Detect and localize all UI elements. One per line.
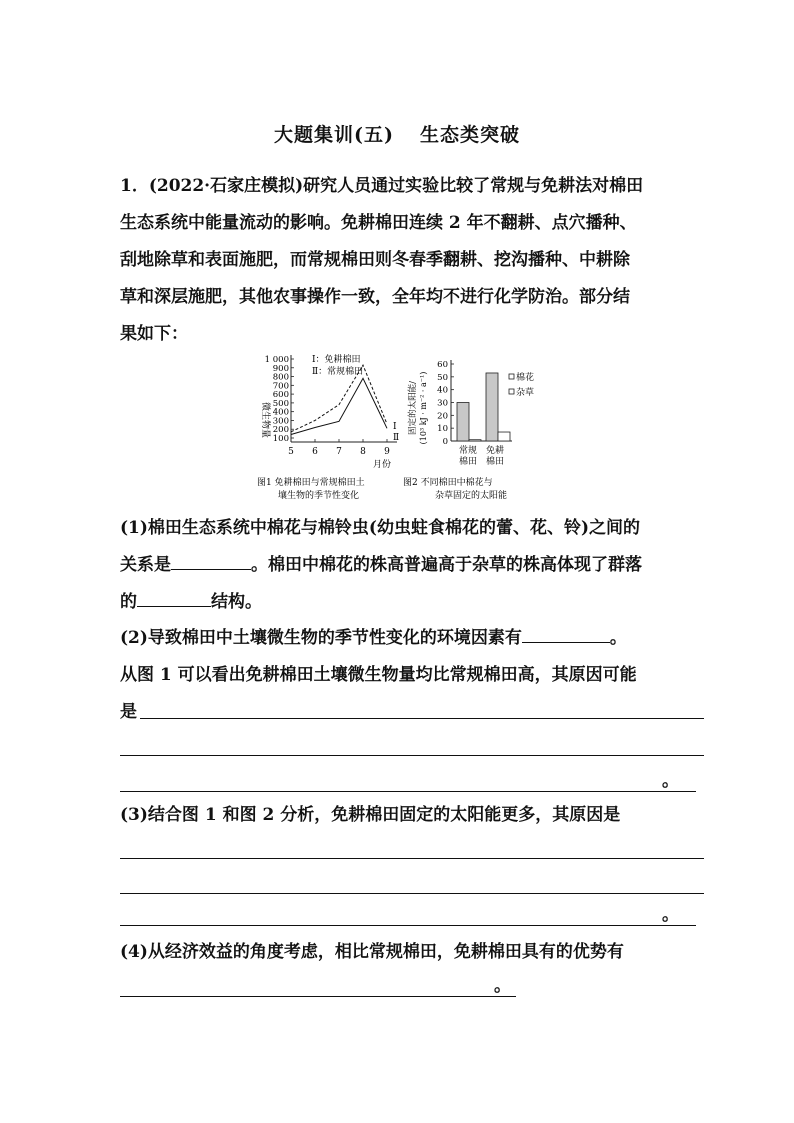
q4-end-period: 。: [494, 976, 511, 996]
fig1-legend-2: Ⅱ：常规棉田: [312, 367, 364, 377]
fig1-ytick-label: 400: [272, 407, 289, 418]
fig1-ytick-label: 600: [272, 390, 289, 401]
fig2-cat-2-line1: 免耕: [486, 446, 505, 456]
intro-line: 刮地除草和表面施肥，而常规棉田则冬春季翻耕、挖沟播种、中耕除: [120, 250, 630, 270]
fig1-ylabel: 微生物量: [260, 401, 270, 439]
intro-line: 草和深层施肥，其他农事操作一致，全年均不进行化学防治。部分结: [120, 287, 630, 307]
q3-answer-line-3[interactable]: [120, 907, 696, 926]
fig2-bar-1-2: [486, 373, 498, 441]
q1-line3-b: 结构。: [211, 592, 262, 612]
fig2-cat-1-line1: 常规: [459, 446, 478, 456]
q3-line1: (3)结合图 1 和图 2 分析，免耕棉田固定的太阳能更多，其原因是: [120, 805, 621, 825]
q3-answer-line-2[interactable]: [120, 875, 704, 894]
fig1-ytick-label: 900: [272, 363, 289, 374]
q2-answer-line-2[interactable]: [120, 737, 704, 756]
q4-answer-line-1[interactable]: [120, 978, 516, 997]
q3-answer-line-1[interactable]: [120, 840, 704, 859]
fig2-ytick-label: 10: [437, 424, 448, 435]
fig2-legend-swatch-1: [509, 374, 514, 379]
fig2-ytick-label: 20: [437, 411, 448, 422]
fig1-xtick-label: 9: [384, 447, 390, 457]
fig1-xlabel: 月份: [373, 460, 392, 470]
q2-answer-line-1[interactable]: [140, 700, 704, 719]
title-main: 大题集训(五): [274, 124, 394, 146]
q1-line1: (1)棉田生态系统中棉花与棉铃虫(幼虫蛀食棉花的蕾、花、铃)之间的: [120, 518, 641, 538]
q1-answer-blank-1[interactable]: [171, 551, 251, 570]
fig1-ytick-label: 100: [272, 434, 289, 444]
intro-line: 果如下：: [120, 324, 188, 344]
fig2-legend-swatch-2: [509, 389, 514, 394]
fig2-ytick-label: 30: [437, 398, 448, 409]
fig2-bar-1-1: [457, 403, 469, 442]
fig1-ytick-label: 500: [272, 398, 289, 409]
fig1-ytick-label: 800: [272, 372, 289, 383]
q1-line2: [120, 547, 682, 584]
fig1-end-label-2: Ⅱ: [393, 433, 400, 443]
fig2-ytick-label: 60: [437, 360, 448, 370]
question-1: [120, 510, 682, 621]
fig1-caption-2: 壤生物的季节性变化: [278, 491, 360, 501]
q1-line3: [120, 584, 682, 621]
q2-line1-b: 。: [609, 628, 627, 648]
fig2-bar-2-2: [498, 432, 510, 441]
question-intro: [120, 168, 682, 353]
q2-line2: 从图 1 可以看出免耕棉田土壤微生物量均比常规棉田高，其原因可能: [120, 665, 637, 685]
figure-area: [255, 350, 545, 505]
fig1-series-line-2: [291, 378, 387, 434]
q2-line1-a: (2)导致棉田中土壤微生物的季节性变化的环境因素有: [120, 628, 522, 648]
fig2-ytick-label: 0: [442, 437, 448, 447]
fig2-ytick-label: 40: [437, 385, 448, 396]
q1-line3-a: 的: [120, 592, 137, 612]
fig1-xtick-label: 5: [288, 447, 294, 457]
q2-line3: 是: [120, 702, 137, 722]
fig1-xtick-label: 6: [312, 447, 318, 457]
q1-line2-b: 。棉田中棉花的株高普遍高于杂草的株高体现了群落: [251, 555, 642, 575]
fig2-ylabel-2: (10³ kJ · m⁻² · a⁻¹): [419, 371, 428, 445]
fig2-cat-2-line2: 棉田: [486, 457, 505, 467]
question-3: [120, 797, 682, 834]
fig1-legend-1: Ⅰ：免耕棉田: [312, 355, 361, 365]
fig1-caption-1: 图1 免耕棉田与常规棉田土: [257, 478, 365, 488]
fig2-caption-1: 图2 不同棉田中棉花与: [403, 478, 493, 488]
figure2-chart: [403, 360, 534, 501]
q3-end-period: 。: [662, 905, 679, 925]
figures-svg: [255, 350, 545, 505]
question-4: [120, 934, 682, 971]
fig2-legend-1: 棉花: [516, 373, 535, 383]
fig2-ylabel-1: 固定的太阳能/: [408, 381, 418, 435]
intro-line: 生态系统中能量流动的影响。免耕棉田连续 2 年不翻耕、点穴播种、: [120, 213, 637, 233]
q1-line2-a: 关系是: [120, 555, 171, 575]
fig2-ytick-label: 50: [437, 372, 448, 383]
fig2-bar-2-1: [469, 440, 481, 441]
q2-end-period: 。: [662, 771, 679, 791]
page-title: [0, 120, 794, 147]
fig1-ytick-label: 700: [272, 381, 289, 392]
fig1-xtick-label: 8: [360, 447, 366, 457]
fig1-ytick-label: 300: [272, 416, 289, 427]
q2-line1: [120, 620, 682, 657]
fig1-ytick-label: 1 000: [264, 355, 289, 365]
q2-answer-blank-1[interactable]: [522, 624, 610, 643]
fig2-cat-1-line2: 棉田: [459, 457, 478, 467]
intro-line: 1．(2022·石家庄模拟)研究人员通过实验比较了常规与免耕法对棉田: [120, 176, 644, 196]
title-sub: 生态类突破: [419, 124, 520, 146]
figure1-chart: [257, 353, 399, 501]
q4-line1: (4)从经济效益的角度考虑，相比常规棉田，免耕棉田具有的优势有: [120, 942, 624, 962]
fig1-ytick-label: 200: [272, 425, 289, 436]
fig2-legend-2: 杂草: [516, 388, 535, 398]
fig2-caption-2: 杂草固定的太阳能: [435, 491, 508, 501]
fig1-end-label-1: Ⅰ: [393, 422, 397, 432]
q2-answer-line-3[interactable]: [120, 773, 696, 792]
q1-answer-blank-2[interactable]: [137, 588, 211, 607]
fig1-xtick-label: 7: [336, 447, 342, 457]
